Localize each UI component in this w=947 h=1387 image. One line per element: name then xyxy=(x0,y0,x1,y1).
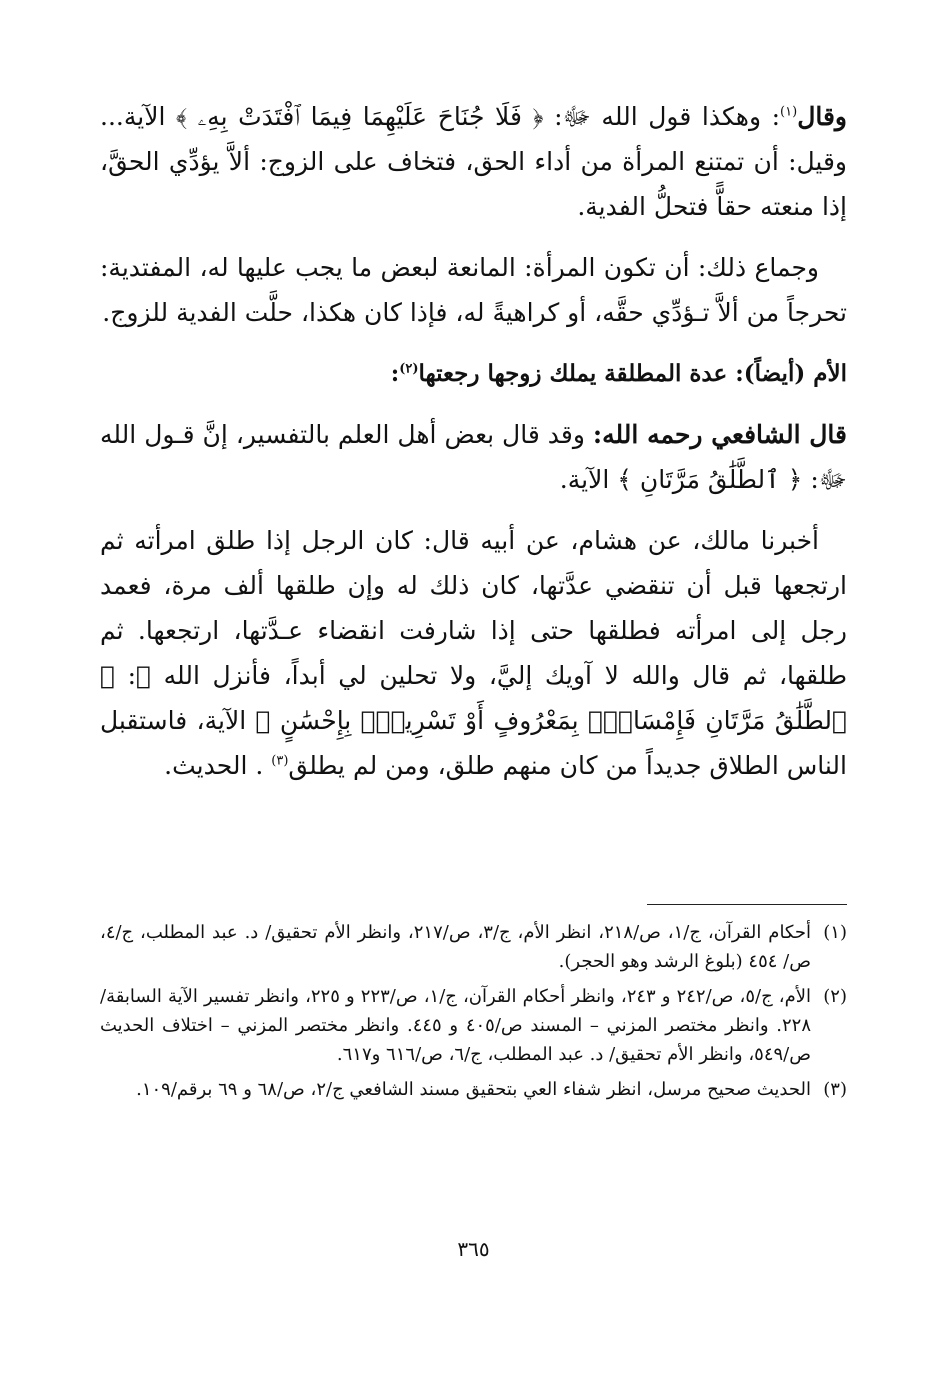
paragraph-3 xyxy=(100,412,847,502)
footnote-3 xyxy=(100,1075,847,1104)
paragraph-4-tail: . الحديث. xyxy=(164,751,272,780)
page-number: ٣٦٥ xyxy=(457,1237,490,1261)
paragraph-2: وجماع ذلك: أن تكون المرأة: المانعة لبعض ما يجب عليها له، المفتدية: تحرجاً من ألاَّ تـؤدِّي حقَّه، أو كراهيةً له، فإذا كان هكذا، حلَّت الفدية للزوج. xyxy=(100,253,847,327)
section-heading xyxy=(100,351,847,396)
footnote-number: (٢) xyxy=(823,986,847,1007)
footnote-ref-3[interactable]: (٣) xyxy=(271,753,289,769)
footnote-number: (١) xyxy=(823,922,847,943)
paragraph-4 xyxy=(100,518,847,788)
section-heading-text: الأم (أيضاً): عدة المطلقة يملك زوجها رجعتها xyxy=(418,360,847,387)
footnote-ref-1[interactable]: (١) xyxy=(780,104,798,120)
section-heading-colon: : xyxy=(390,360,400,387)
paragraph-1 xyxy=(100,94,847,229)
paragraph-1-text: : وهكذا قول الله ﷻ: ﴿ فَلَا جُنَاحَ عَلَيْهِمَا فِيمَا ٱفْتَدَتْ بِهِۦ ﴾ الآية... وقيل: أن تمتنع المرأة من أداء الحق، فتخاف على الزوج: ألاَّ يؤدِّي الحقَّ، إذا منعته حقاًّ فتحلُّ الفدية. xyxy=(100,102,847,221)
footnote-2 xyxy=(100,982,847,1069)
footnote-text: الأم، ج/٥، ص/٢٤٢ و ٢٤٣، وانظر أحكام القرآن، ج/١، ص/٢٢٣ و ٢٢٥، وانظر تفسير الآية السابقة/٢٢٨. وانظر مختصر المزني – المسند ص/٤٠٥ و ٤٤٥. وانظر مختصر المزني – اختلاف الحديث ص/٥٤٩، وانظر الأم تحقيق/ د. عبد المطلب، ج/٦، ص/٦١٦ و٦١٧. xyxy=(100,986,812,1065)
paragraph-3-text: وقد قال بعض أهل العلم بالتفسير، إنَّ قـول الله ﷻ: ﴿ ٱلطَّلَٰقُ مَرَّتَانِ ﴾ الآية. xyxy=(100,420,847,494)
shafii-label: قال الشافعي رحمه الله: xyxy=(592,420,848,449)
speaker-label: وقال xyxy=(797,102,847,131)
main-text xyxy=(100,94,847,804)
footnote-text: أحكام القرآن، ج/١، ص/٢١٨، انظر الأم، ج/٣، ص/٢١٧، وانظر الأم تحقيق/ د. عبد المطلب، ج/٤، ص/ ٤٥٤ (بلوغ الرشد وهو الحجر). xyxy=(100,922,811,972)
footnote-divider xyxy=(647,904,847,905)
footnote-1 xyxy=(100,918,847,976)
footnote-text: الحديث صحيح مرسل، انظر شفاء العي بتحقيق مسند الشافعي ج/٢، ص/٦٨ و ٦٩ برقم/١٠٩. xyxy=(136,1079,811,1100)
footnote-number: (٣) xyxy=(823,1079,847,1100)
paragraph-4-text: أخبرنا مالك، عن هشام، عن أبيه قال: كان الرجل إذا طلق امرأته ثم ارتجعها قبل أن تنقضي عدَّتها، كان ذلك له وإن طلقها ألف مرة، فعمد رجل إلى امرأته فطلقها حتى إذا شارفت انقضاء عـدَّتها، ارتجعها. ثم طلقها، ثم قال والله لا آويك إليَّ، ولا تحلين لي أبداً، فأنزل الله ﷻ: ﴿ ٱلطَّلَٰقُ مَرَّتَانِ فَإِمْسَاكٌۢ بِمَعْرُوفٍ أَوْ تَسْرِيحٌۢ بِإِحْسَٰنٍ ﴾ الآية، فاستقبل الناس الطلاق جديداً من كان منهم طلق، ومن لم يطلق xyxy=(100,526,847,780)
footnote-ref-2[interactable]: (٢) xyxy=(399,361,419,377)
footnotes xyxy=(100,918,847,1110)
